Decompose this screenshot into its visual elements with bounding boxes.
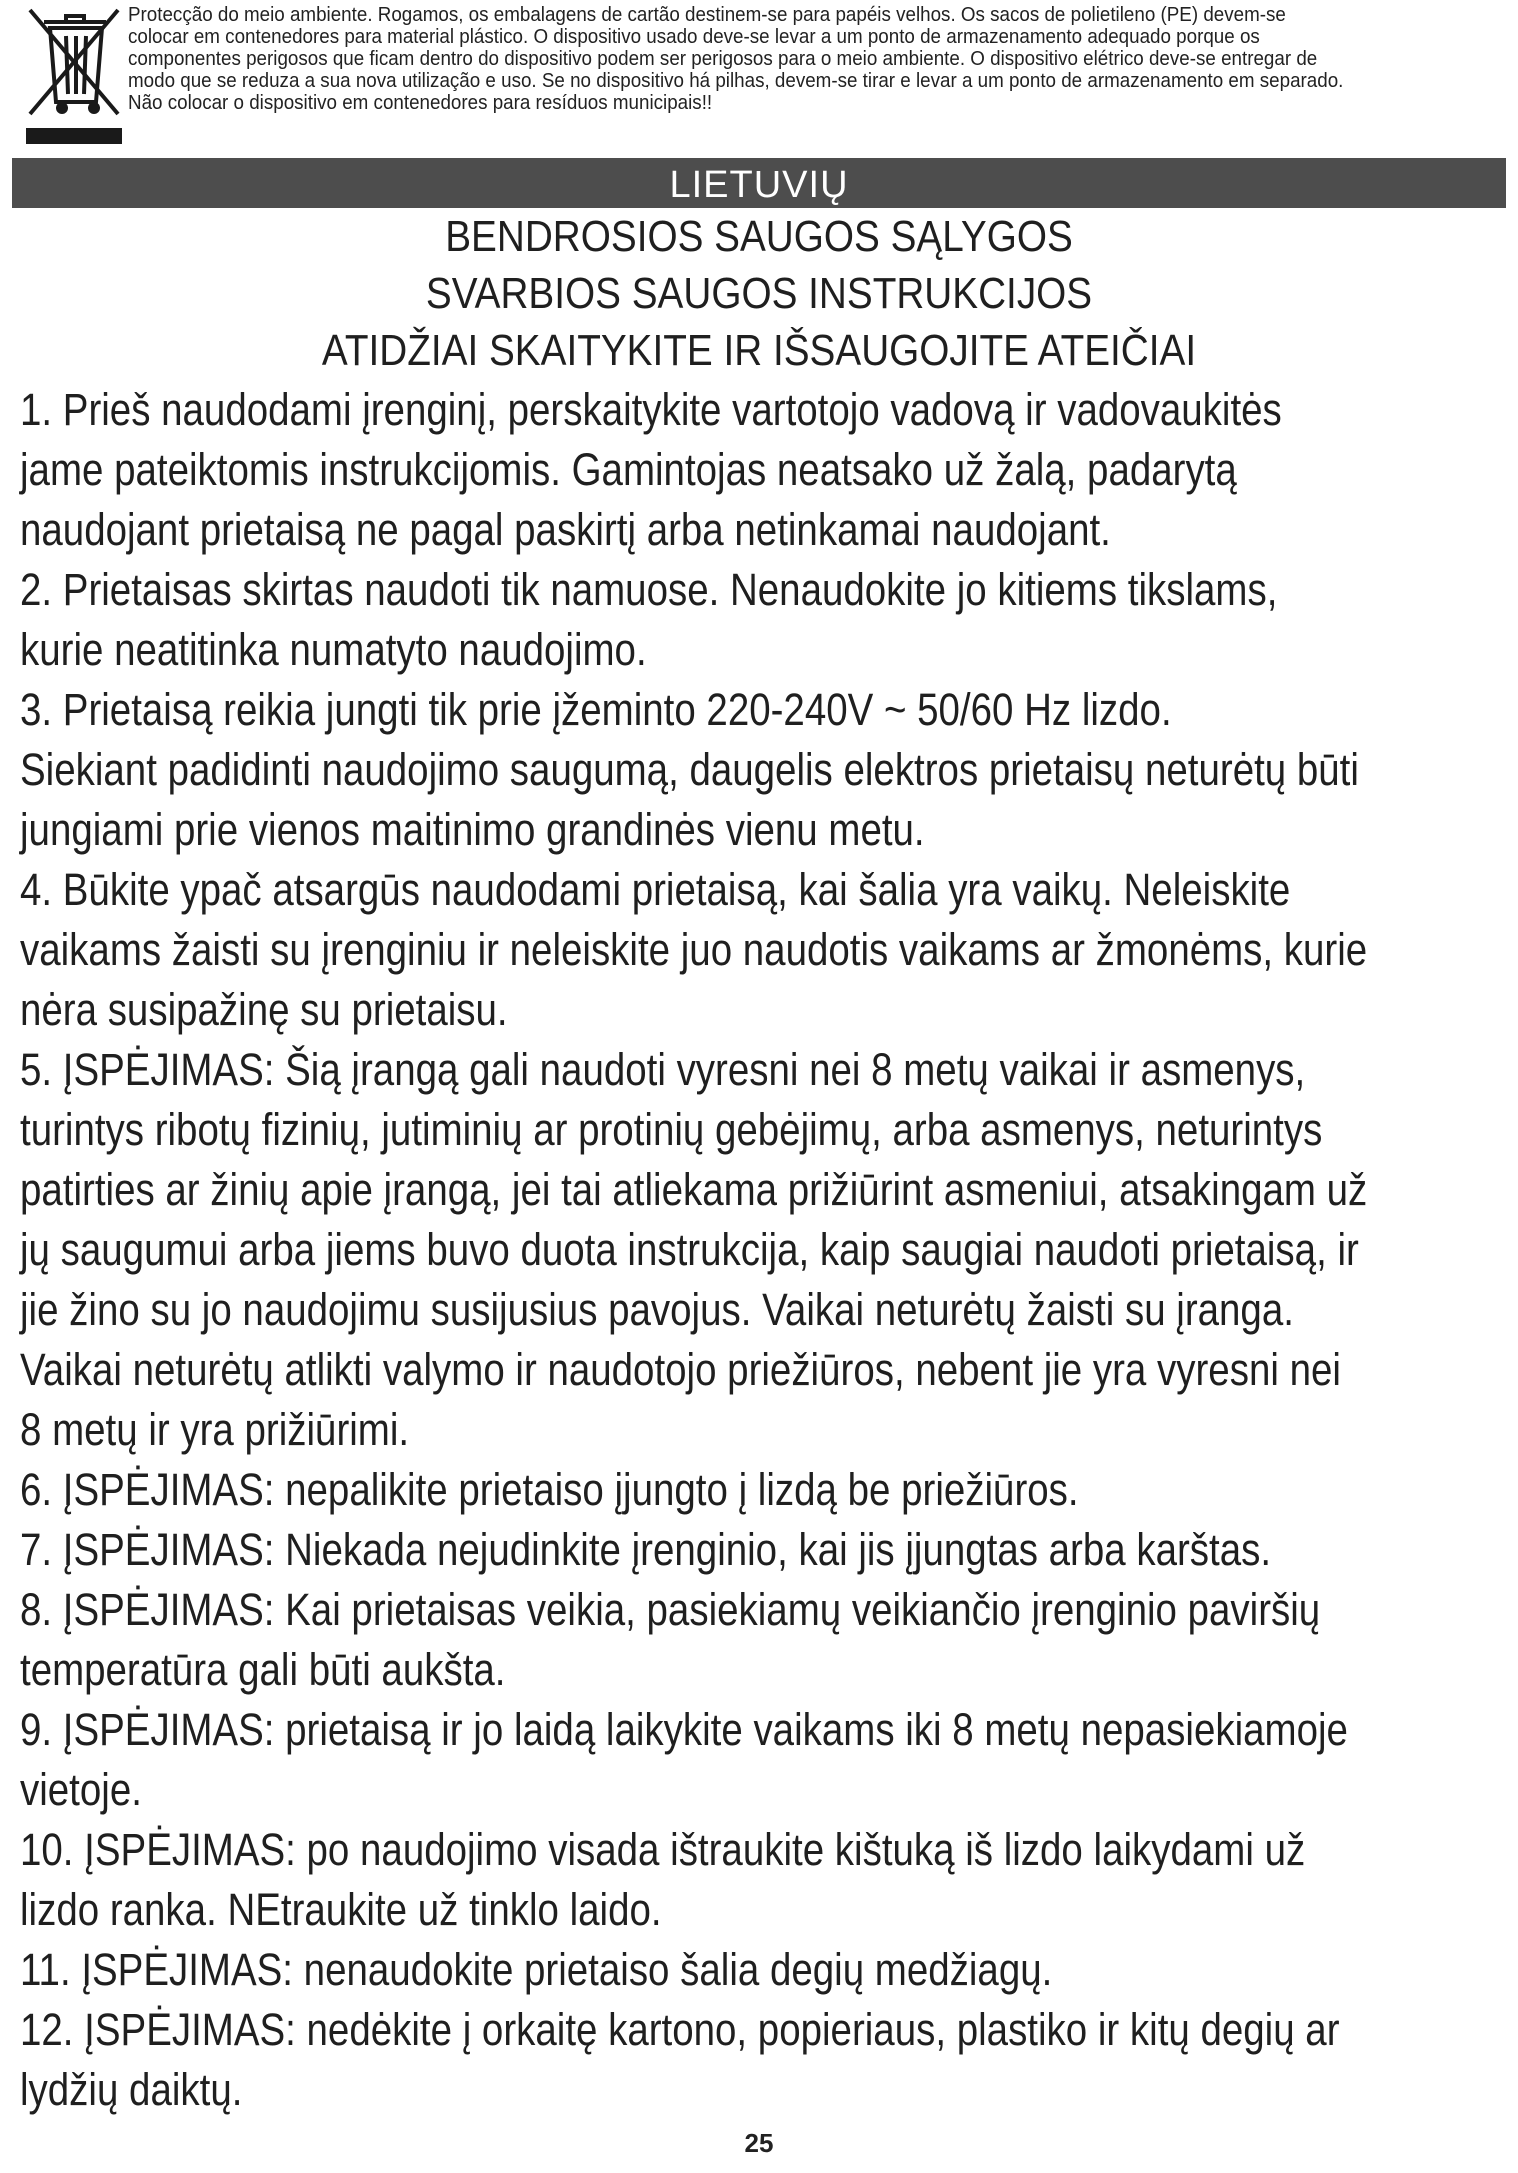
instruction-line: temperatūra gali būti aukšta. — [20, 1644, 506, 1695]
recycling-notice-line: colocar em contenedores para material plástico. O dispositivo usado deve-se levar a um ponto de armazenamento adequado porque os — [128, 26, 1260, 48]
recycling-notice-line: componentes perigosos que ficam dentro do dispositivo podem ser perigosos para o meio ambiente. O dispositivo elétrico deve-se entregar de — [128, 48, 1318, 70]
instruction-line: Siekiant padidinti naudojimo saugumą, daugelis elektros prietaisų neturėtų būti — [20, 744, 1359, 795]
instruction-line: jų saugumui arba jiems buvo duota instrukcija, kaip saugiai naudoti prietaisą, ir — [20, 1224, 1359, 1275]
instruction-line: 7. ĮSPĖJIMAS: Niekada nejudinkite įrenginio, kai jis įjungtas arba karštas. — [20, 1524, 1272, 1575]
recycling-notice-line: Não colocar o dispositivo em contenedores para resíduos municipais!! — [128, 92, 713, 114]
instruction-line: jungiami prie vienos maitinimo grandinės vienu metu. — [20, 804, 925, 855]
instruction-line: vaikams žaisti su įrenginiu ir neleiskite juo naudotis vaikams ar žmonėms, kurie — [20, 924, 1368, 975]
instruction-line: nėra susipažinę su prietaisu. — [20, 984, 508, 1035]
instruction-line: 11. ĮSPĖJIMAS: nenaudokite prietaiso šalia degių medžiagų. — [20, 1944, 1053, 1995]
recycling-notice-line: modo que se reduza a sua nova utilização e uso. Se no dispositivo há pilhas, devem-se tirar e levar a um ponto de armazenamento em separado. — [128, 70, 1344, 92]
instruction-line: jame pateiktomis instrukcijomis. Gamintojas neatsako už žalą, padarytą — [20, 444, 1237, 495]
instruction-line: 9. ĮSPĖJIMAS: prietaisą ir jo laidą laikykite vaikams iki 8 metų nepasiekiamoje — [20, 1704, 1348, 1755]
instruction-line: Vaikai neturėtų atlikti valymo ir naudotojo priežiūros, nebent jie yra vyresni nei — [20, 1344, 1341, 1395]
instruction-line: turintys ribotų fizinių, jutiminių ar protinių gebėjimų, arba asmenys, neturintys — [20, 1104, 1323, 1155]
recycling-notice-line: Protecção do meio ambiente. Rogamos, os embalagens de cartão destinem-se para papéis velhos. Os sacos de polietileno (PE) devem-se — [128, 4, 1286, 26]
page-number: 25 — [744, 2128, 774, 2158]
recycling-notice — [128, 4, 1416, 114]
safety-instructions — [20, 380, 1388, 2120]
heading-important-safety: SVARBIOS SAUGOS INSTRUKCIJOS — [425, 269, 1093, 318]
crossed-out-wheelie-bin-icon — [22, 0, 126, 150]
instruction-line: 2. Prietaisas skirtas naudoti tik namuose. Nenaudokite jo kitiems tikslams, — [20, 564, 1278, 615]
heading-read-and-keep: ATIDŽIAI SKAITYKITE IR IŠSAUGOJITE ATEIČIAI — [321, 326, 1197, 375]
instruction-line: lydžių daiktų. — [20, 2064, 243, 2115]
language-section-bar: LIETUVIŲ — [12, 158, 1506, 208]
instruction-line: 8 metų ir yra prižiūrimi. — [20, 1404, 410, 1455]
section-headings — [12, 208, 1506, 379]
instruction-line: 6. ĮSPĖJIMAS: nepalikite prietaiso įjungto į lizdą be priežiūros. — [20, 1464, 1079, 1515]
instruction-line: patirties ar žinių apie įrangą, jei tai atliekama prižiūrint asmeniui, atsakingam už — [20, 1164, 1368, 1215]
instruction-line: lizdo ranka. NEtraukite už tinklo laido. — [20, 1884, 662, 1935]
instruction-line: kurie neatitinka numatyto naudojimo. — [20, 624, 647, 675]
instruction-line: 10. ĮSPĖJIMAS: po naudojimo visada ištraukite kištuką iš lizdo laikydami už — [20, 1824, 1306, 1875]
instruction-line: 12. ĮSPĖJIMAS: nedėkite į orkaitę kartono, popieriaus, plastiko ir kitų degių ar — [20, 2004, 1340, 2055]
instruction-line: 4. Būkite ypač atsargūs naudodami prietaisą, kai šalia yra vaikų. Neleiskite — [20, 864, 1291, 915]
instruction-line: vietoje. — [20, 1764, 142, 1815]
heading-general-safety: BENDROSIOS SAUGOS SĄLYGOS — [445, 212, 1073, 261]
instruction-line: 3. Prietaisą reikia jungti tik prie įžeminto 220-240V ~ 50/60 Hz lizdo. — [20, 684, 1172, 735]
instruction-line: 1. Prieš naudodami įrenginį, perskaitykite vartotojo vadovą ir vadovaukitės — [20, 384, 1282, 435]
instruction-line: jie žino su jo naudojimu susijusius pavojus. Vaikai neturėtų žaisti su įranga. — [20, 1284, 1294, 1335]
instruction-line: naudojant prietaisą ne pagal paskirtį arba netinkamai naudojant. — [20, 504, 1111, 555]
instruction-line: 8. ĮSPĖJIMAS: Kai prietaisas veikia, pasiekiamų veikiančio įrenginio paviršių — [20, 1584, 1321, 1635]
instruction-line: 5. ĮSPĖJIMAS: Šią įrangą gali naudoti vyresni nei 8 metų vaikai ir asmenys, — [20, 1044, 1306, 1095]
